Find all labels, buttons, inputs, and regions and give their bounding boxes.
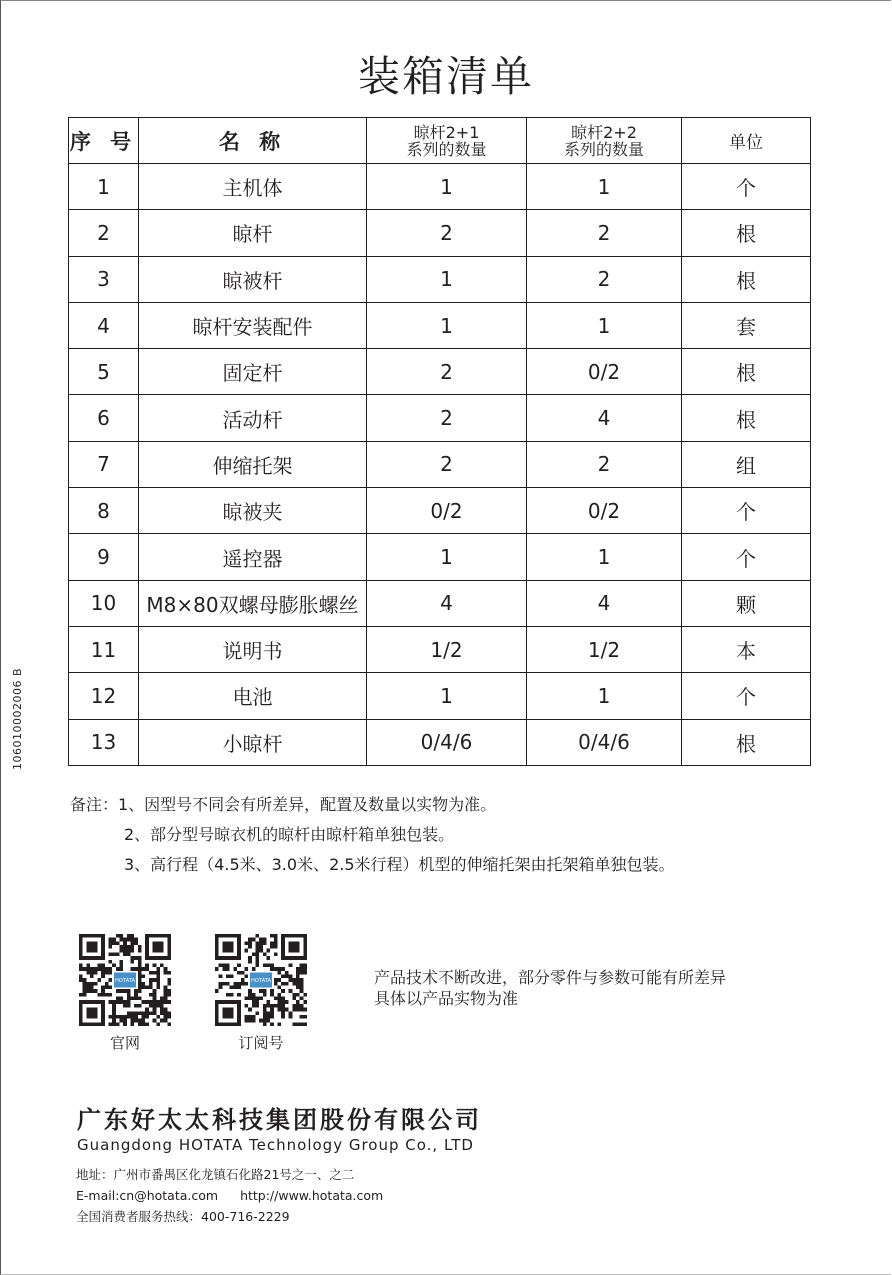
cell-unit: 颗 [682,580,811,626]
contact-email-web-line [76,1185,383,1206]
service-hotline: 全国消费者服务热线：400-716-2229 [76,1209,290,1224]
cell-qty-2plus2: 4 [527,395,682,441]
note-line-3: 3、高行程（4.5米、3.0米、2.5米行程）机型的伸缩托架由托架箱单独包装。 [124,855,675,874]
cell-qty-2plus2: 0/4/6 [527,719,682,765]
cell-index: 7 [69,441,139,487]
cell-qty-2plus2: 1 [527,673,682,719]
cell-name: 固定杆 [139,349,367,395]
packing-list-table [68,117,811,766]
note-line-2: 2、部分型号晾衣机的晾杆由晾杆箱单独包装。 [124,825,455,844]
qr-subscribe-block [215,934,307,1053]
header-qty-2plus1 [367,118,527,164]
cell-unit: 个 [682,164,811,210]
cell-qty-2plus1: 0/2 [367,488,527,534]
cell-qty-2plus2: 1/2 [527,626,682,672]
disclaimer-line-1: 产品技术不断改进，部分零件与参数可能有所差异 [374,968,727,987]
table-row [69,441,811,487]
cell-unit: 套 [682,302,811,348]
svg-text:HOTATA: HOTATA [114,978,136,985]
qr-website-block [79,934,171,1053]
cell-name: 活动杆 [139,395,367,441]
cell-unit: 组 [682,441,811,487]
header-qty-2plus2 [527,118,682,164]
cell-name: M8×80双螺母膨胀螺丝 [139,580,367,626]
cell-index: 2 [69,210,139,256]
cell-index: 10 [69,580,139,626]
cell-qty-2plus1: 1 [367,256,527,302]
note-line-1: 备注：1、因型号不同会有所差异，配置及数量以实物为准。 [70,795,497,814]
disclaimer-line-2: 具体以产品实物为准 [374,989,519,1008]
company-email: E-mail:cn@hotata.com [76,1188,219,1203]
cell-name: 伸缩托架 [139,441,367,487]
cell-qty-2plus2: 1 [527,164,682,210]
cell-name: 晾被夹 [139,488,367,534]
cell-qty-2plus2: 0/2 [527,349,682,395]
cell-index: 13 [69,719,139,765]
cell-qty-2plus2: 1 [527,534,682,580]
cell-index: 6 [69,395,139,441]
cell-qty-2plus1: 0/4/6 [367,719,527,765]
cell-unit: 根 [682,395,811,441]
cell-qty-2plus1: 1 [367,534,527,580]
table-row [69,719,811,765]
cell-qty-2plus2: 2 [527,441,682,487]
cell-qty-2plus1: 2 [367,349,527,395]
header-qty-2plus2-line2: 系列的数量 [563,139,644,159]
header-qty-2plus2-line1: 晾杆2+2 [571,122,637,142]
page-title: 装箱清单 [357,52,534,101]
company-website: http://www.hotata.com [240,1188,384,1203]
cell-unit: 根 [682,349,811,395]
cell-index: 11 [69,626,139,672]
cell-qty-2plus1: 2 [367,441,527,487]
cell-name: 小晾杆 [139,719,367,765]
cell-name: 晾被杆 [139,256,367,302]
cell-index: 4 [69,302,139,348]
company-address: 地址：广州市番禺区化龙镇石化路21号之一、之二 [76,1167,355,1182]
svg-text:HOTATA: HOTATA [250,978,272,985]
qr-subscribe-label: 订阅号 [238,1034,284,1052]
header-qty-2plus1-line1: 晾杆2+1 [413,122,480,142]
table-row [69,256,811,302]
table-row [69,534,811,580]
table-row [69,626,811,672]
disclaimer [374,967,726,1009]
cell-unit: 根 [682,210,811,256]
cell-qty-2plus1: 1 [367,164,527,210]
header-unit: 单位 [682,118,811,164]
cell-index: 3 [69,256,139,302]
cell-name: 主机体 [139,164,367,210]
cell-qty-2plus2: 2 [527,256,682,302]
table-header-row [69,118,811,164]
header-name: 名 称 [139,118,367,164]
cell-qty-2plus1: 2 [367,395,527,441]
cell-unit: 根 [682,256,811,302]
cell-name: 说明书 [139,626,367,672]
cell-unit: 个 [682,534,811,580]
qr-code-website [79,934,171,1026]
table-row [69,488,811,534]
cell-index: 8 [69,488,139,534]
cell-qty-2plus1: 1 [367,673,527,719]
cell-index: 12 [69,673,139,719]
contact-info [76,1164,383,1227]
cell-index: 1 [69,164,139,210]
cell-qty-2plus1: 2 [367,210,527,256]
company-name-en: Guangdong HOTATA Technology Group Co., LTD [77,1136,474,1154]
cell-unit: 根 [682,719,811,765]
cell-qty-2plus1: 1/2 [367,626,527,672]
cell-unit: 个 [682,488,811,534]
cell-qty-2plus1: 4 [367,580,527,626]
document-code: 106010002006 B [11,667,24,770]
cell-qty-2plus2: 1 [527,302,682,348]
cell-unit: 个 [682,673,811,719]
cell-qty-2plus2: 2 [527,210,682,256]
cell-unit: 本 [682,626,811,672]
table-row [69,210,811,256]
qr-website-label: 官网 [109,1034,140,1052]
table-row [69,349,811,395]
cell-name: 遥控器 [139,534,367,580]
table-row [69,164,811,210]
header-index: 序 号 [69,118,139,164]
notes [70,790,675,880]
cell-qty-2plus2: 0/2 [527,488,682,534]
company-name-cn: 广东好太太科技集团股份有限公司 [77,1106,482,1134]
cell-name: 晾杆 [139,210,367,256]
header-qty-2plus1-line2: 系列的数量 [406,139,487,159]
cell-index: 9 [69,534,139,580]
table-row [69,580,811,626]
table-body [69,164,811,766]
qr-code-subscribe [215,934,307,1026]
cell-index: 5 [69,349,139,395]
table-row [69,673,811,719]
table-row [69,395,811,441]
cell-qty-2plus2: 4 [527,580,682,626]
cell-qty-2plus1: 1 [367,302,527,348]
table-row [69,302,811,348]
cell-name: 晾杆安装配件 [139,302,367,348]
cell-name: 电池 [139,673,367,719]
